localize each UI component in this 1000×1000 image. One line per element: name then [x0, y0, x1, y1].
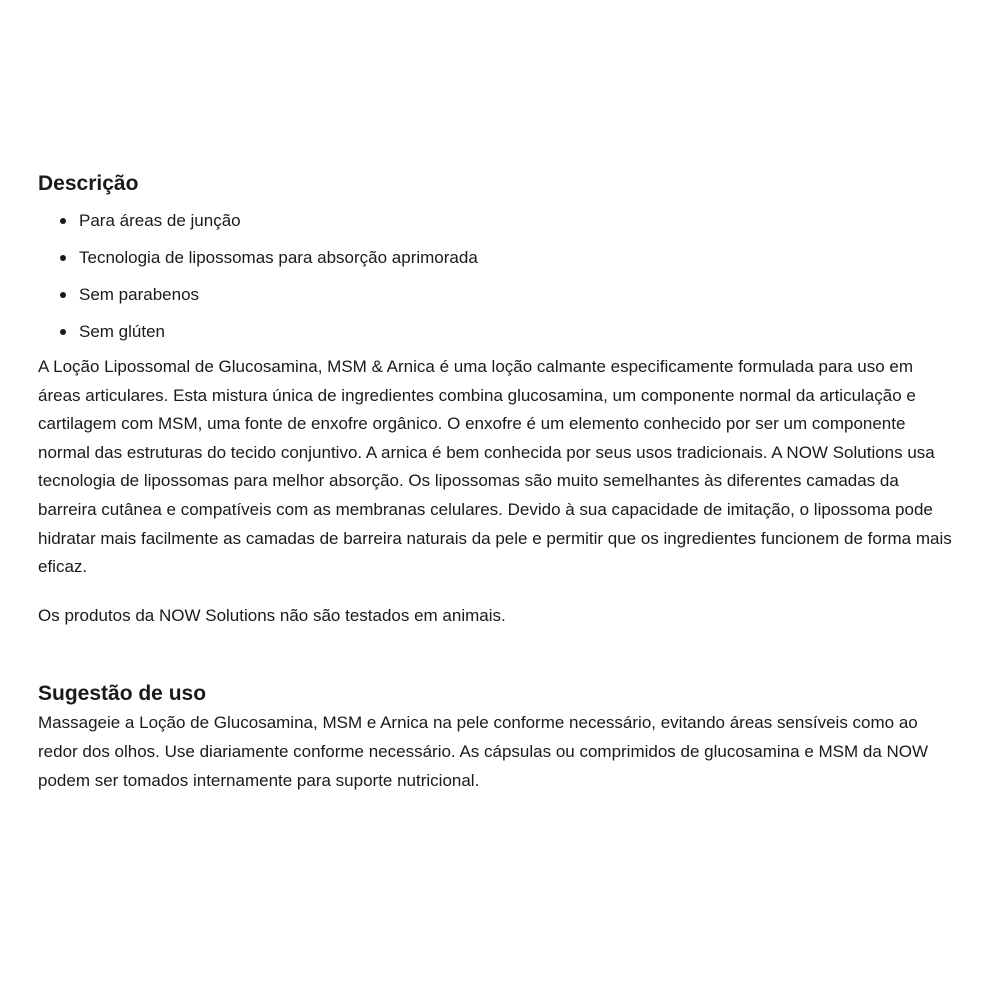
bullet-icon	[60, 255, 66, 261]
feature-list	[38, 202, 958, 350]
feature-text: Sem glúten	[79, 322, 165, 341]
bullet-icon	[60, 218, 66, 224]
bullet-icon	[60, 329, 66, 335]
feature-text: Tecnologia de lipossomas para absorção aprimorada	[79, 248, 478, 267]
feature-text: Para áreas de junção	[79, 211, 241, 230]
usage-heading: Sugestão de uso	[38, 682, 207, 706]
product-content	[38, 170, 958, 795]
feature-text: Sem parabenos	[79, 285, 200, 304]
description-section	[38, 170, 958, 630]
feature-list-item	[38, 276, 958, 313]
usage-section	[38, 680, 958, 795]
animal-testing-note: Os produtos da NOW Solutions não são testados em animais.	[38, 605, 506, 625]
description-paragraph: A Loção Lipossomal de Glucosamina, MSM & Arnica é uma loção calmante especificamente formulada para uso em áreas articulares. Esta mistura única de ingredientes combina glucosamina, um componente normal da articulação e cartilagem com MSM, uma fonte de enxofre orgânico. O enxofre é um elemento conhecido por ser um componente normal das estruturas do tecido conjuntivo. A arnica é bem conhecida por seus usos tradicionais. A NOW Solutions usa tecnologia de lipossomas para melhor absorção. Os lipossomas são muito semelhantes às diferentes camadas da barreira cutânea e compatíveis com as membranas celulares. Devido à sua capacidade de imitação, o lipossoma pode hidratar mais facilmente as camadas de barreira naturais da pele e permitir que os ingredientes funcionem de forma mais eficaz.	[38, 357, 952, 577]
description-heading: Descrição	[38, 172, 139, 195]
bullet-icon	[60, 292, 66, 298]
feature-list-item	[38, 239, 958, 276]
usage-paragraph: Massageie a Loção de Glucosamina, MSM e Arnica na pele conforme necessário, evitando áreas sensíveis como ao redor dos olhos. Use diariamente conforme necessário. As cápsulas ou comprimidos de glucosamina e MSM da NOW podem ser tomados internamente para suporte nutricional.	[38, 713, 929, 790]
feature-list-item	[38, 313, 958, 350]
feature-list-item	[38, 202, 958, 239]
